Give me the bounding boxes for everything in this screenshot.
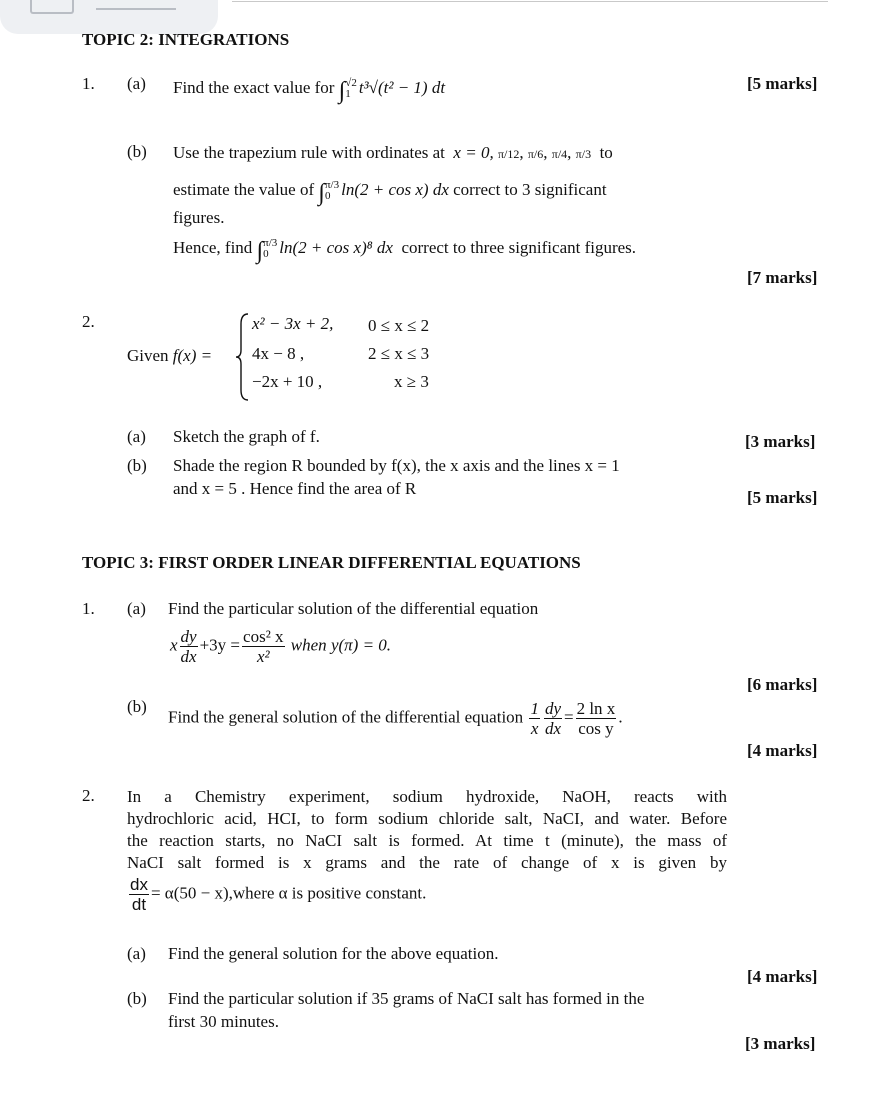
t2-q1b-upper: π/3 — [324, 179, 340, 192]
eq-when: when — [290, 635, 327, 655]
t2-q2b-text1: Shade the region R bounded by f(x), the x axis and the lines x = 1 — [173, 456, 620, 475]
t2-q1a-lower: 1 — [345, 88, 351, 101]
t2-q1a-integrand: t³√(t² − 1) dt — [358, 78, 446, 97]
t3-q1b-label: (b) — [127, 697, 147, 716]
t2-q1b-line2 — [173, 180, 607, 207]
piece-3-cond: x ≥ 3 — [394, 372, 429, 391]
para-line-2: hydrochloric acid, HCI, to form sodium chloride salt, NaCI, and water. Before — [127, 809, 727, 828]
t3-q1a-equation — [170, 628, 391, 665]
t2-q2b-marks: [5 marks] — [747, 488, 818, 507]
t2-q2a-label: (a) — [127, 427, 146, 446]
t2-q1a-marks: [5 marks] — [747, 74, 818, 93]
para-line-1: In a Chemistry experiment, sodium hydroxide, NaOH, reacts with — [127, 787, 727, 806]
integral-sign: ∫ — [318, 180, 325, 206]
t2-q2-given-text: Given — [127, 346, 169, 365]
eq-dx: dx — [180, 647, 197, 666]
t2-q1b-sigfig: correct to three significant figures. — [401, 238, 637, 257]
frac-3-num: 2 ln x — [576, 699, 616, 718]
para-line-3: the reaction starts, no NaCI salt is formed. At time t (minute), the mass of — [127, 831, 727, 850]
integral-sign: ∫ — [256, 238, 264, 264]
t2-q1b-marks: [7 marks] — [747, 268, 818, 287]
eq-sign: = — [563, 707, 574, 727]
topic2-heading: TOPIC 2: INTEGRATIONS — [82, 30, 290, 49]
t2-q2-given — [127, 346, 212, 366]
t2-q1b-to: to — [599, 143, 613, 162]
header-rule — [232, 1, 828, 2]
t3-q1b-marks: [4 marks] — [747, 741, 818, 760]
t3-q2b-text1: Find the particular solution if 35 grams of NaCI salt has formed in the — [168, 989, 645, 1008]
t2-q1b-line1: Use the trapezium rule with ordinates at x = 0, π/12, π/6, π/4, π/3 to — [173, 143, 613, 162]
t2-q1b-hence: Hence, find — [173, 238, 253, 257]
t2-q1a-label: (a) — [127, 74, 146, 93]
rate-eq: = α(50 − x), — [150, 883, 233, 903]
piece-1-expr: x² − 3x + 2, — [252, 314, 334, 333]
frac-2-num: dy — [544, 699, 561, 718]
t2-q2-fx: f(x) = — [172, 346, 213, 365]
ordinate-2: π/6 — [527, 147, 544, 161]
eq-dy: dy — [180, 627, 197, 646]
ordinate-4: π/3 — [575, 147, 592, 161]
rate-num: dx — [130, 875, 148, 894]
frac-2-den: dx — [544, 719, 561, 738]
t2-q1b-line4 — [173, 238, 636, 265]
t3-q2a-text: Find the general solution for the above equation. — [168, 944, 499, 963]
t3-q2b-text2: first 30 minutes. — [168, 1012, 279, 1031]
t3-q2-rate — [127, 876, 426, 913]
t2-q1b-label: (b) — [127, 142, 147, 161]
t2-q1b-lower: 0 — [324, 190, 331, 203]
t3-q2a-marks: [4 marks] — [747, 967, 818, 986]
t2-q1b-integrand: ln(2 + cos x) dx — [341, 180, 449, 199]
t2-q1a-text: Find the exact value for — [173, 78, 335, 97]
integral-sign: ∫ — [338, 78, 346, 104]
frac-1-num: 1 — [530, 699, 539, 718]
rate-den: dt — [131, 895, 147, 914]
t3-q1a-text: Find the particular solution of the differential equation — [168, 599, 539, 618]
t2-q2a-text: Sketch the graph of f. — [173, 427, 320, 446]
eq-cond: y(π) = 0. — [330, 635, 392, 655]
t2-q2-number: 2. — [82, 312, 95, 331]
t2-q1a-upper: √2 — [345, 77, 357, 90]
t2-q1b-line3: figures. — [173, 208, 225, 227]
frac-1-den: x — [530, 719, 539, 738]
eq-x: x — [170, 635, 178, 655]
header-graphic — [30, 0, 74, 14]
t3-q1b-text: Find the general solution of the differential equation — [168, 707, 524, 727]
eq-mid: +3y = — [199, 635, 241, 655]
t2-q2a-marks: [3 marks] — [745, 432, 816, 451]
t3-q2b-label: (b) — [127, 989, 147, 1008]
t2-q1b-x0: x = 0, — [453, 143, 494, 162]
t2-q1-number: 1. — [82, 74, 95, 93]
header-graphic-2 — [96, 0, 176, 10]
t3-q2b-marks: [3 marks] — [745, 1034, 816, 1053]
t3-q1b-question — [168, 700, 623, 737]
t2-q1b-correct: correct to 3 significant — [453, 180, 607, 199]
t3-q2-paragraph — [127, 786, 727, 874]
t2-q1b-text1: Use the trapezium rule with ordinates at — [173, 143, 445, 162]
t2-q2b-label: (b) — [127, 456, 147, 475]
piece-2-expr: 4x − 8 , — [252, 344, 305, 363]
t2-q1a-question — [173, 78, 445, 105]
page-header-strip — [0, 0, 885, 34]
t3-q1a-marks: [6 marks] — [747, 675, 818, 694]
t2-q1b-upper2: π/3 — [263, 237, 278, 250]
frac-3-den: cos y — [578, 719, 614, 738]
eq-x2: x² — [256, 647, 270, 666]
piecewise-brace — [234, 312, 250, 402]
piece-2-cond: 2 ≤ x ≤ 3 — [368, 344, 430, 363]
eq-cos: cos² x — [243, 627, 284, 646]
para-line-4: NaCI salt formed is x grams and the rate of change of x is given by — [127, 853, 727, 872]
ordinate-1: π/12 — [497, 147, 520, 161]
t2-q1b-estimate: estimate the value of — [173, 180, 315, 199]
topic3-heading: TOPIC 3: FIRST ORDER LINEAR DIFFERENTIAL EQUATIONS — [82, 553, 581, 572]
t3-q1a-label: (a) — [127, 599, 146, 618]
t2-q1b-integrand2: ln(2 + cos x)⁸ dx — [279, 238, 393, 257]
t2-q1b-lower2: 0 — [263, 248, 269, 261]
ordinate-3: π/4 — [551, 147, 568, 161]
piece-1-cond: 0 ≤ x ≤ 2 — [368, 316, 430, 335]
piece-3-expr: −2x + 10 , — [252, 372, 323, 391]
t3-q1-number: 1. — [82, 599, 95, 618]
t3-q2-number: 2. — [82, 786, 95, 805]
t2-q2b-text2: and x = 5 . Hence find the area of R — [173, 479, 417, 498]
rate-text: where α is positive constant. — [232, 883, 427, 903]
t3-q2a-label: (a) — [127, 944, 146, 963]
eq-end: . — [618, 707, 623, 727]
